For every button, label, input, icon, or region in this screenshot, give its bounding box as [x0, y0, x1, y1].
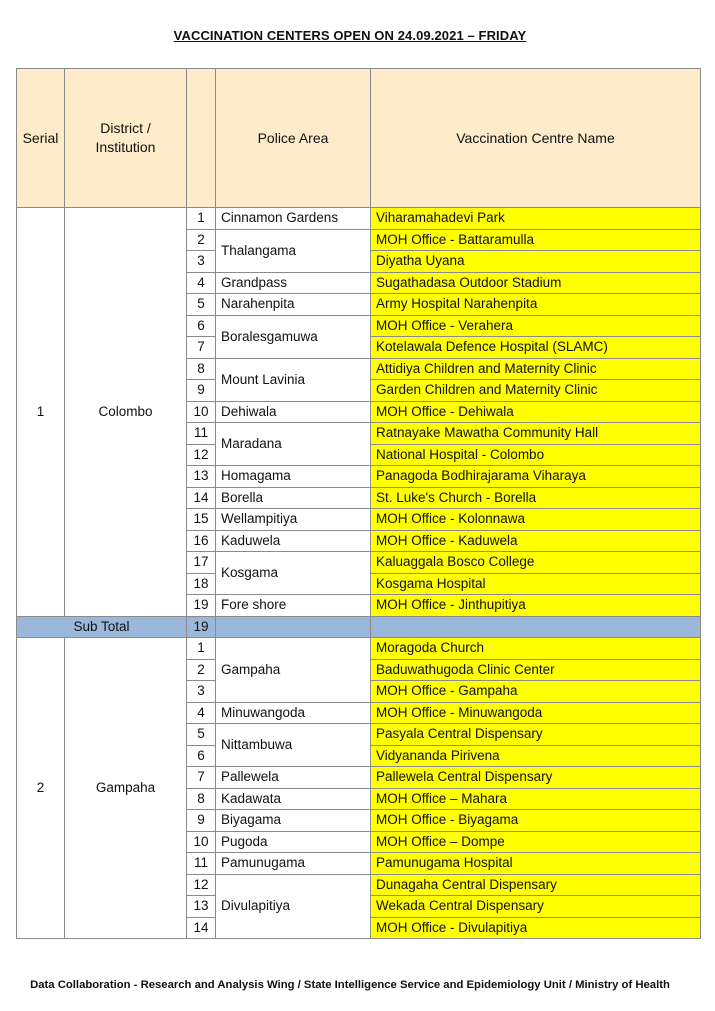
- district-cell: Gampaha: [65, 638, 187, 939]
- police-area-cell: Biyagama: [216, 810, 371, 832]
- header-serial: Serial: [17, 69, 65, 208]
- row-number: 1: [187, 638, 216, 660]
- centre-name-cell: MOH Office – Mahara: [371, 788, 701, 810]
- row-number: 9: [187, 810, 216, 832]
- centre-name-cell: MOH Office - Battaramulla: [371, 229, 701, 251]
- header-district: [65, 69, 187, 208]
- centre-name-cell: Pamunugama Hospital: [371, 853, 701, 875]
- police-area-cell: Pamunugama: [216, 853, 371, 875]
- centre-name-cell: Viharamahadevi Park: [371, 208, 701, 230]
- row-number: 10: [187, 401, 216, 423]
- centre-name-cell: MOH Office - Verahera: [371, 315, 701, 337]
- row-number: 1: [187, 208, 216, 230]
- centre-name-cell: Ratnayake Mawatha Community Hall: [371, 423, 701, 445]
- centre-name-cell: Vidyananda Pirivena: [371, 745, 701, 767]
- row-number: 13: [187, 896, 216, 918]
- row-number: 10: [187, 831, 216, 853]
- centre-name-cell: MOH Office - Kolonnawa: [371, 509, 701, 531]
- row-number: 14: [187, 487, 216, 509]
- row-number: 17: [187, 552, 216, 574]
- row-number: 2: [187, 659, 216, 681]
- police-area-cell: Homagama: [216, 466, 371, 488]
- row-number: 13: [187, 466, 216, 488]
- centre-name-cell: Diyatha Uyana: [371, 251, 701, 273]
- row-number: 8: [187, 358, 216, 380]
- police-area-cell: Nittambuwa: [216, 724, 371, 767]
- row-number: 15: [187, 509, 216, 531]
- police-area-cell: Wellampitiya: [216, 509, 371, 531]
- police-area-cell: Fore shore: [216, 595, 371, 617]
- row-number: 9: [187, 380, 216, 402]
- centre-name-cell: St. Luke's Church - Borella: [371, 487, 701, 509]
- police-area-cell: Boralesgamuwa: [216, 315, 371, 358]
- footer-credit: Data Collaboration - Research and Analysis Wing / State Intelligence Service and Epidemiology Unit / Ministry of Health: [30, 979, 670, 991]
- centre-name-cell: MOH Office - Kaduwela: [371, 530, 701, 552]
- row-number: 12: [187, 874, 216, 896]
- centre-name-cell: Moragoda Church: [371, 638, 701, 660]
- police-area-cell: Borella: [216, 487, 371, 509]
- police-area-cell: Divulapitiya: [216, 874, 371, 939]
- police-area-cell: Kaduwela: [216, 530, 371, 552]
- police-area-cell: Thalangama: [216, 229, 371, 272]
- centre-name-cell: MOH Office - Dehiwala: [371, 401, 701, 423]
- table-header-row: [17, 69, 701, 208]
- row-number: 7: [187, 337, 216, 359]
- centre-name-cell: MOH Office - Gampaha: [371, 681, 701, 703]
- centre-name-cell: Garden Children and Maternity Clinic: [371, 380, 701, 402]
- row-number: 5: [187, 724, 216, 746]
- serial-cell: 1: [17, 208, 65, 617]
- police-area-cell: Pallewela: [216, 767, 371, 789]
- centre-name-cell: Pallewela Central Dispensary: [371, 767, 701, 789]
- row-number: 8: [187, 788, 216, 810]
- centre-name-cell: Sugathadasa Outdoor Stadium: [371, 272, 701, 294]
- centre-name-cell: MOH Office - Divulapitiya: [371, 917, 701, 939]
- header-district-line2: Institution: [95, 139, 156, 155]
- police-area-cell: Minuwangoda: [216, 702, 371, 724]
- centre-name-cell: Pasyala Central Dispensary: [371, 724, 701, 746]
- police-area-cell: Kadawata: [216, 788, 371, 810]
- row-number: 12: [187, 444, 216, 466]
- row-number: 7: [187, 767, 216, 789]
- police-area-cell: Dehiwala: [216, 401, 371, 423]
- header-district-line1: District /: [100, 120, 151, 136]
- header-police-area: Police Area: [216, 69, 371, 208]
- centre-name-cell: MOH Office - Minuwangoda: [371, 702, 701, 724]
- row-number: 14: [187, 917, 216, 939]
- subtotal-row: [17, 616, 701, 638]
- centre-name-cell: Kaluaggala Bosco College: [371, 552, 701, 574]
- serial-cell: 2: [17, 638, 65, 939]
- row-number: 3: [187, 251, 216, 273]
- row-number: 5: [187, 294, 216, 316]
- centre-name-cell: Wekada Central Dispensary: [371, 896, 701, 918]
- centre-name-cell: Dunagaha Central Dispensary: [371, 874, 701, 896]
- row-number: 4: [187, 272, 216, 294]
- centre-name-cell: National Hospital - Colombo: [371, 444, 701, 466]
- row-number: 18: [187, 573, 216, 595]
- subtotal-label: Sub Total: [17, 616, 187, 638]
- row-number: 4: [187, 702, 216, 724]
- subtotal-empty-cell: [371, 616, 701, 638]
- police-area-cell: Gampaha: [216, 638, 371, 703]
- centre-name-cell: MOH Office - Jinthupitiya: [371, 595, 701, 617]
- row-number: 6: [187, 315, 216, 337]
- row-number: 2: [187, 229, 216, 251]
- row-number: 16: [187, 530, 216, 552]
- header-number: [187, 69, 216, 208]
- table-row: [17, 638, 701, 660]
- police-area-cell: Maradana: [216, 423, 371, 466]
- row-number: 11: [187, 853, 216, 875]
- centre-name-cell: Panagoda Bodhirajarama Viharaya: [371, 466, 701, 488]
- police-area-cell: Grandpass: [216, 272, 371, 294]
- police-area-cell: Narahenpita: [216, 294, 371, 316]
- centre-name-cell: Kotelawala Defence Hospital (SLAMC): [371, 337, 701, 359]
- vaccination-centers-table: [16, 68, 701, 939]
- row-number: 19: [187, 595, 216, 617]
- centre-name-cell: Baduwathugoda Clinic Center: [371, 659, 701, 681]
- subtotal-value: 19: [187, 616, 216, 638]
- centre-name-cell: Kosgama Hospital: [371, 573, 701, 595]
- table-row: [17, 208, 701, 230]
- header-centre-name: Vaccination Centre Name: [371, 69, 701, 208]
- police-area-cell: Kosgama: [216, 552, 371, 595]
- document-title: VACCINATION CENTERS OPEN ON 24.09.2021 – FRIDAY: [173, 28, 527, 43]
- row-number: 6: [187, 745, 216, 767]
- centre-name-cell: MOH Office – Dompe: [371, 831, 701, 853]
- centre-name-cell: MOH Office - Biyagama: [371, 810, 701, 832]
- police-area-cell: Pugoda: [216, 831, 371, 853]
- row-number: 11: [187, 423, 216, 445]
- police-area-cell: Cinnamon Gardens: [216, 208, 371, 230]
- district-cell: Colombo: [65, 208, 187, 617]
- police-area-cell: Mount Lavinia: [216, 358, 371, 401]
- subtotal-empty-cell: [216, 616, 371, 638]
- row-number: 3: [187, 681, 216, 703]
- centre-name-cell: Army Hospital Narahenpita: [371, 294, 701, 316]
- centre-name-cell: Attidiya Children and Maternity Clinic: [371, 358, 701, 380]
